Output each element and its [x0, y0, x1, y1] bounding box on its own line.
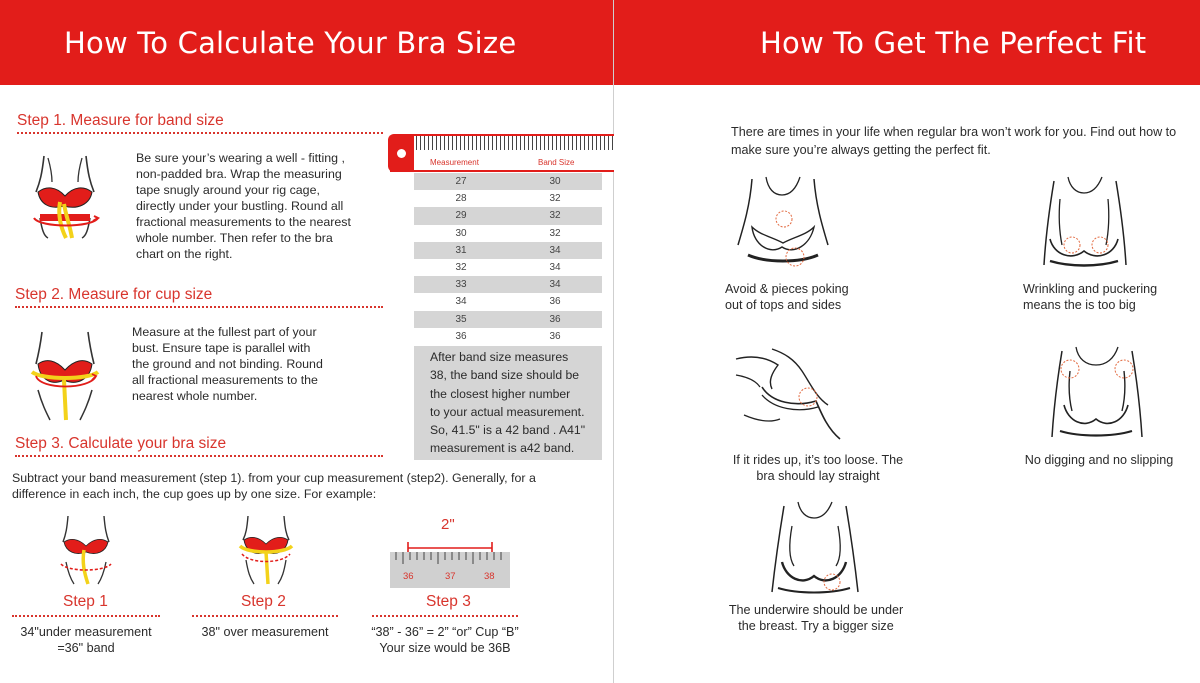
- caption-line: No digging and no slipping: [1024, 453, 1174, 467]
- step3-heading: Step 3. Calculate your bra size: [15, 435, 227, 452]
- measurement-cell: 28: [455, 193, 467, 205]
- measurement-cell: 30: [455, 227, 467, 239]
- size-chart-note: [414, 346, 602, 460]
- band-cell: 34: [549, 244, 561, 256]
- band-cell: 36: [549, 330, 561, 342]
- ruler-mark-36: 36: [403, 571, 414, 582]
- measurement-cell: 32: [455, 262, 467, 274]
- tip3-illustration: [732, 345, 844, 445]
- example2-step-label: Step 2: [241, 593, 286, 610]
- measurement-cell: 29: [455, 210, 467, 222]
- note-line: So, 41.5" is a 42 band . A41": [430, 423, 586, 438]
- step2-line: all fractional measurements to the: [132, 373, 318, 387]
- step1-text: [136, 150, 386, 262]
- tip4-illustration: [1046, 345, 1148, 443]
- table-row: [414, 328, 602, 345]
- band-cell: 34: [549, 279, 561, 291]
- example3-step-label: Step 3: [426, 593, 471, 610]
- band-cell: 32: [549, 210, 561, 222]
- example2-illustration: [238, 514, 294, 586]
- right-header-banner: [614, 0, 1200, 85]
- step1-line: chart on the right.: [136, 247, 233, 261]
- caption-line: 34"under measurement: [20, 625, 152, 639]
- table-row: [414, 173, 602, 190]
- step1-line: directly under your bustling. Round all: [136, 199, 344, 213]
- example2-divider: [192, 615, 338, 617]
- tip5-caption: [718, 602, 914, 634]
- note-line: the closest higher number: [430, 386, 571, 401]
- caption-line: Wrinkling and puckering: [1023, 282, 1158, 296]
- cup-measure-illustration: [30, 330, 100, 422]
- right-page: [614, 0, 1200, 683]
- band-cell: 32: [549, 193, 561, 205]
- caption-line: the breast. Try a bigger size: [738, 619, 894, 633]
- band-measure-illustration: [30, 152, 100, 240]
- caption-line: 38" over measurement: [201, 625, 329, 639]
- step1-line: whole number. Then refer to the bra: [136, 231, 333, 245]
- tip2-illustration: [1034, 175, 1134, 271]
- left-header-banner: [0, 0, 613, 85]
- step2-line: Measure at the fullest part of your: [132, 325, 317, 339]
- table-row: [414, 242, 602, 259]
- step1-heading: Step 1. Measure for band size: [17, 112, 224, 129]
- example1-divider: [12, 615, 160, 617]
- band-cell: 32: [549, 227, 561, 239]
- measurement-cell: 34: [455, 296, 467, 308]
- caption-line: means the is too big: [1023, 298, 1136, 312]
- caption-line: “38” - 36” = 2” “or” Cup “B”: [371, 625, 519, 639]
- note-line: 38, the band size should be: [430, 368, 580, 383]
- step1-line: fractional measurements to the nearest: [136, 215, 351, 229]
- step1-line: Be sure your’s wearing a well - fitting ,: [136, 151, 345, 165]
- band-size-chart: [414, 173, 602, 345]
- step2-text: [132, 324, 382, 404]
- band-cell: 36: [549, 296, 561, 308]
- measurement-cell: 36: [455, 330, 467, 342]
- table-row: [414, 190, 602, 207]
- tip3-caption: [722, 452, 914, 484]
- tip1-illustration: [734, 175, 832, 271]
- band-cell: 30: [549, 176, 561, 188]
- right-page-title: How To Get The Perfect Fit: [760, 26, 1147, 60]
- tape-end-tab: [390, 136, 414, 172]
- fit-intro: [731, 123, 1197, 159]
- note-line: After band size measures: [430, 350, 569, 364]
- caption-line: If it rides up, it’s too loose. The: [732, 453, 904, 467]
- tip2-caption: [1023, 281, 1193, 313]
- example3-caption: [352, 624, 538, 656]
- note-line: to your actual measurement.: [430, 404, 585, 419]
- caption-line: out of tops and sides: [725, 298, 842, 312]
- table-row: [414, 311, 602, 328]
- caption-line: Your size would be 36B: [379, 641, 511, 655]
- step1-line: non-padded bra. Wrap the measuring: [136, 167, 342, 181]
- example1-caption: [8, 624, 164, 656]
- measurement-cell: 35: [455, 313, 467, 325]
- step2-divider: [15, 306, 383, 308]
- step3-divider: [15, 455, 383, 457]
- example1-illustration: [58, 514, 114, 586]
- caption-line: =36" band: [57, 641, 115, 655]
- band-cell: 36: [549, 313, 561, 325]
- step3-line: difference in each inch, the cup goes up by one size. For example:: [12, 487, 377, 501]
- band-cell: 34: [549, 262, 561, 274]
- col-band-size-label: Band Size: [538, 158, 575, 167]
- ruler-mark-37: 37: [445, 571, 456, 582]
- step2-heading: Step 2. Measure for cup size: [15, 286, 213, 303]
- table-row: [414, 259, 602, 276]
- tip4-caption: [1014, 452, 1184, 468]
- table-row: [414, 276, 602, 293]
- ruler-mark-38: 38: [484, 571, 495, 582]
- left-page-title: How To Calculate Your Bra Size: [64, 26, 517, 60]
- table-row: [414, 225, 602, 242]
- caption-line: bra should lay straight: [756, 469, 880, 483]
- intro-line: There are times in your life when regular bra won’t work for you. Find out how to: [731, 125, 1177, 139]
- step2-line: bust. Ensure tape is parallel with: [132, 341, 311, 355]
- caption-line: Avoid & pieces poking: [725, 282, 849, 296]
- example1-step-label: Step 1: [63, 593, 108, 610]
- step1-line: tape snugly around your rig cage,: [136, 183, 320, 197]
- measuring-tape-header: [388, 134, 614, 172]
- intro-line: make sure you’re always getting the perfect fit.: [731, 143, 991, 157]
- example2-caption: [186, 624, 344, 640]
- tip1-caption: [725, 281, 925, 313]
- step2-line: the ground and not binding. Round: [132, 357, 323, 371]
- step1-divider: [17, 132, 383, 134]
- difference-span-label: 2": [441, 516, 455, 533]
- note-line: measurement is a42 band.: [430, 441, 575, 456]
- example3-divider: [372, 615, 518, 617]
- caption-line: The underwire should be under: [728, 603, 904, 617]
- table-row: [414, 293, 602, 310]
- step3-line: Subtract your band measurement (step 1). from your cup measurement (step2). Generally, for a: [12, 471, 536, 485]
- table-row: [414, 207, 602, 224]
- tape-ticks: [416, 136, 614, 150]
- step2-line: nearest whole number.: [132, 389, 258, 403]
- col-measurement-label: Measurement: [430, 158, 479, 167]
- step3-text: [12, 470, 572, 502]
- tip5-illustration: [764, 500, 864, 596]
- tape-hole: [397, 149, 406, 158]
- measurement-cell: 33: [455, 279, 467, 291]
- measurement-cell: 27: [455, 176, 467, 188]
- measurement-cell: 31: [455, 244, 467, 256]
